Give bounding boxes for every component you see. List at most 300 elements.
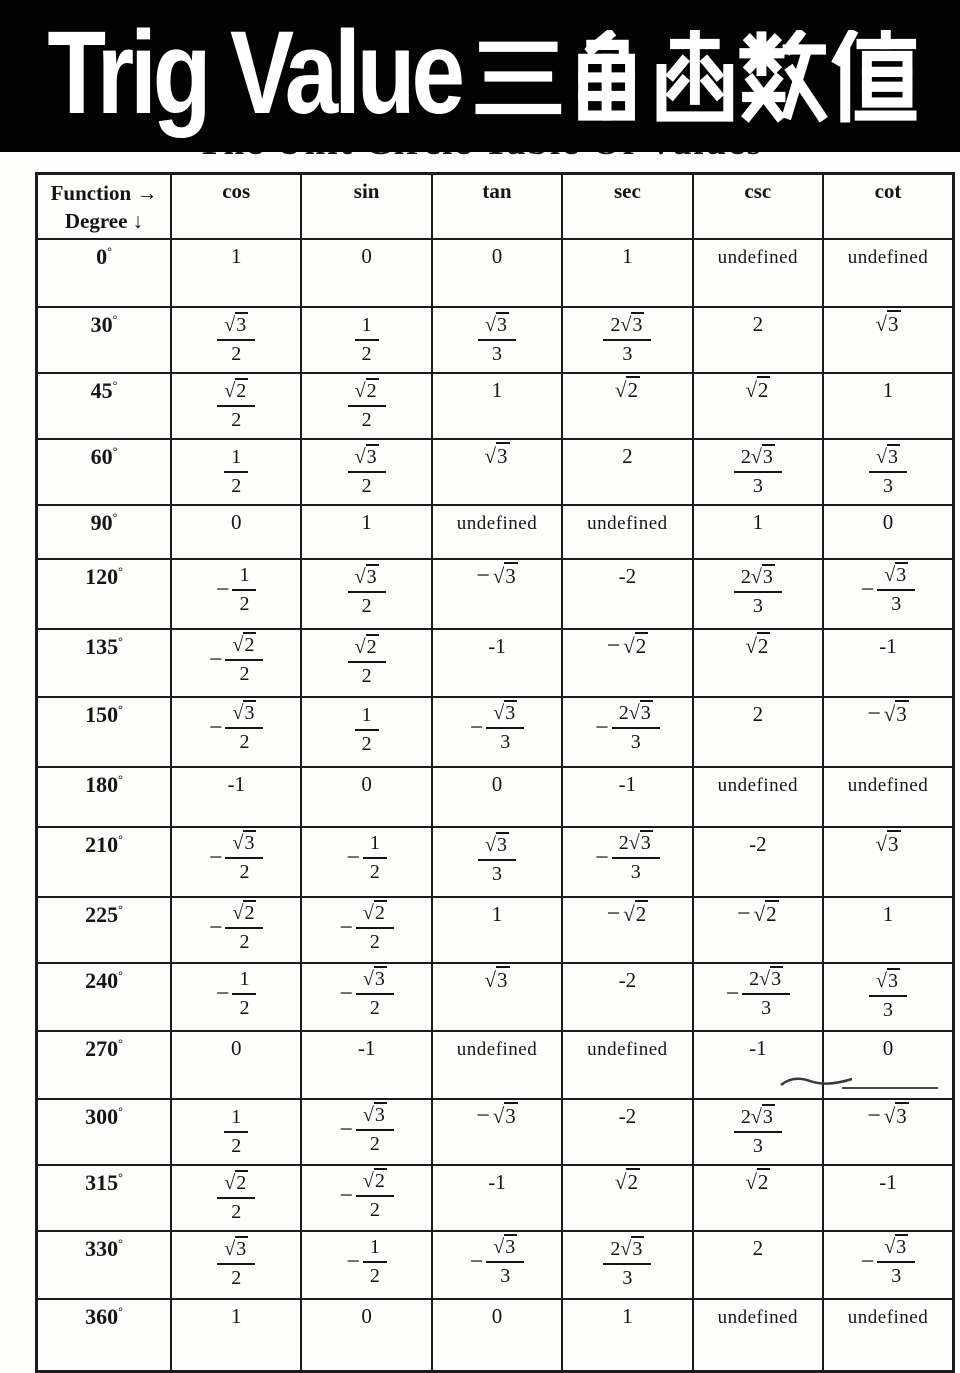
degree-symbol: ° bbox=[118, 968, 123, 983]
column-header-sec: sec bbox=[562, 174, 692, 239]
minus-sign: − bbox=[339, 1116, 353, 1143]
csc-value-cell bbox=[693, 1299, 823, 1372]
minus-sign: − bbox=[606, 900, 621, 927]
fraction-value: $\frac{2√3}{3}$ bbox=[603, 1238, 651, 1290]
tan-value-cell bbox=[432, 1031, 562, 1099]
sin-value-cell bbox=[301, 1099, 431, 1165]
cos-value-cell bbox=[171, 239, 301, 307]
plain-value: 1 bbox=[230, 1303, 242, 1328]
plain-value: 0 bbox=[230, 1035, 242, 1060]
degree-symbol: ° bbox=[112, 444, 118, 459]
degree-cell: 60° bbox=[37, 439, 172, 505]
degree-cell: 90° bbox=[37, 505, 172, 559]
plain-value: √2 bbox=[614, 377, 638, 402]
plain-value: √2 bbox=[614, 1169, 638, 1194]
csc-value-cell bbox=[693, 1231, 823, 1299]
degree-cell: 270° bbox=[37, 1031, 172, 1099]
cjk-glyph-4 bbox=[738, 30, 828, 123]
plain-value: 0 bbox=[882, 509, 894, 534]
undefined-value: undefined bbox=[847, 246, 929, 268]
sin-value-cell bbox=[301, 629, 431, 697]
fraction-value: − $\frac{√3}{3}$ bbox=[861, 564, 916, 616]
plain-value: 1 bbox=[752, 509, 764, 534]
csc-value-cell bbox=[693, 963, 823, 1031]
cos-value-cell bbox=[171, 827, 301, 897]
plain-value: -2 bbox=[618, 967, 637, 992]
corner-cell bbox=[37, 174, 172, 239]
undefined-value: undefined bbox=[456, 1038, 538, 1060]
degree-symbol: ° bbox=[118, 832, 123, 847]
minus-sign: − bbox=[469, 714, 484, 741]
fraction-value: − $\frac{1}{2}$ bbox=[216, 564, 257, 616]
fraction-value: − $\frac{√3}{2}$ bbox=[209, 832, 264, 884]
minus-sign: − bbox=[476, 562, 490, 589]
plain-value: -1 bbox=[227, 771, 245, 796]
degree-cell: 225° bbox=[37, 897, 172, 963]
sec-value-cell bbox=[562, 1031, 692, 1099]
cos-value-cell bbox=[171, 505, 301, 559]
plain-value: 1 bbox=[230, 243, 242, 268]
plain-value: √2 bbox=[745, 377, 769, 402]
table-row-360deg bbox=[37, 1299, 954, 1372]
csc-value-cell bbox=[693, 505, 823, 559]
plain-value: 2 bbox=[752, 311, 764, 336]
plain-value: -2 bbox=[749, 831, 767, 856]
csc-value-cell bbox=[693, 1165, 823, 1231]
plain-value: − √3 bbox=[476, 1102, 516, 1129]
plain-value: − √2 bbox=[606, 900, 647, 927]
minus-sign: − bbox=[867, 1102, 881, 1129]
plain-value: 0 bbox=[361, 243, 372, 268]
corner-degree-label: Degree ↓ bbox=[64, 209, 144, 234]
csc-value-cell bbox=[693, 629, 823, 697]
table-row-225deg bbox=[37, 897, 954, 963]
fraction-value: $\frac{√3}{3}$ bbox=[478, 834, 516, 886]
plain-value: 1 bbox=[622, 243, 633, 268]
minus-sign: − bbox=[860, 1248, 875, 1275]
plain-value: √3 bbox=[484, 967, 508, 992]
cjk-glyph-3 bbox=[650, 30, 740, 123]
sec-value-cell bbox=[562, 1165, 692, 1231]
sin-value-cell bbox=[301, 1031, 431, 1099]
minus-sign: − bbox=[737, 900, 751, 927]
cos-value-cell bbox=[171, 559, 301, 629]
cot-value-cell bbox=[823, 439, 953, 505]
csc-value-cell bbox=[693, 373, 823, 439]
plain-value: -1 bbox=[879, 633, 897, 658]
table-row-300deg bbox=[37, 1099, 954, 1165]
degree-symbol: ° bbox=[118, 1304, 123, 1319]
cot-value-cell bbox=[823, 239, 953, 307]
degree-symbol: ° bbox=[118, 634, 123, 649]
trig-table-sheet bbox=[35, 172, 955, 1373]
fraction-value: $\frac{1}{2}$ bbox=[355, 314, 379, 366]
sin-value-cell bbox=[301, 439, 431, 505]
tan-value-cell bbox=[432, 963, 562, 1031]
csc-value-cell bbox=[693, 439, 823, 505]
fraction-value: $\frac{√2}{2}$ bbox=[217, 1172, 255, 1224]
sec-value-cell bbox=[562, 1231, 692, 1299]
minus-sign: − bbox=[208, 844, 223, 871]
sin-value-cell bbox=[301, 897, 431, 963]
plain-value: √2 bbox=[745, 633, 769, 658]
fraction-value: − $\frac{√2}{2}$ bbox=[209, 634, 264, 686]
degree-symbol: ° bbox=[112, 510, 118, 525]
fraction-value: − $\frac{√2}{2}$ bbox=[209, 902, 264, 954]
sin-value-cell bbox=[301, 963, 431, 1031]
plain-value: 2 bbox=[752, 1235, 764, 1260]
csc-value-cell bbox=[693, 697, 823, 767]
degree-symbol: ° bbox=[118, 772, 123, 787]
fraction-value: − $\frac{√3}{3}$ bbox=[861, 1236, 916, 1288]
plain-value: 0 bbox=[491, 243, 503, 268]
table-row-45deg bbox=[37, 373, 954, 439]
sin-value-cell bbox=[301, 1299, 431, 1372]
tan-value-cell bbox=[432, 1099, 562, 1165]
table-row-210deg bbox=[37, 827, 954, 897]
sec-value-cell bbox=[562, 373, 692, 439]
fraction-value: − $\frac{2√3}{3}$ bbox=[595, 702, 660, 754]
sec-value-cell bbox=[562, 439, 692, 505]
cot-value-cell bbox=[823, 897, 953, 963]
cot-value-cell bbox=[823, 1299, 953, 1372]
tan-value-cell bbox=[432, 1231, 562, 1299]
minus-sign: − bbox=[208, 646, 223, 673]
degree-cell: 135° bbox=[37, 629, 172, 697]
cos-value-cell bbox=[171, 963, 301, 1031]
fraction-value: − $\frac{√3}{2}$ bbox=[209, 702, 264, 754]
cos-value-cell bbox=[171, 697, 301, 767]
sec-value-cell bbox=[562, 1099, 692, 1165]
sec-value-cell bbox=[562, 629, 692, 697]
table-row-60deg bbox=[37, 439, 954, 505]
degree-symbol: ° bbox=[118, 1236, 123, 1251]
plain-value: − √3 bbox=[867, 700, 907, 727]
table-row-150deg bbox=[37, 697, 954, 767]
tan-value-cell bbox=[432, 1165, 562, 1231]
tan-value-cell bbox=[432, 505, 562, 559]
table-row-135deg bbox=[37, 629, 954, 697]
sin-value-cell bbox=[301, 827, 431, 897]
plain-value: √3 bbox=[484, 443, 508, 468]
undefined-value: undefined bbox=[587, 1038, 668, 1060]
degree-symbol: ° bbox=[118, 564, 123, 579]
minus-sign: − bbox=[606, 632, 621, 659]
fraction-value: $\frac{√2}{2}$ bbox=[348, 636, 386, 688]
tan-value-cell bbox=[432, 439, 562, 505]
plain-value: 1 bbox=[622, 1303, 633, 1328]
fraction-value: $\frac{√2}{2}$ bbox=[348, 380, 386, 432]
plain-value: 0 bbox=[361, 1303, 372, 1328]
degree-cell: 180° bbox=[37, 767, 172, 827]
fraction-value: $\frac{√3}{2}$ bbox=[348, 566, 386, 618]
cos-value-cell bbox=[171, 1231, 301, 1299]
csc-value-cell bbox=[693, 1099, 823, 1165]
minus-sign: − bbox=[346, 844, 360, 871]
minus-sign: − bbox=[595, 714, 609, 741]
cjk-glyph-1 bbox=[473, 30, 563, 123]
minus-sign: − bbox=[595, 844, 609, 871]
plain-value: -1 bbox=[488, 633, 506, 658]
degree-cell: 210° bbox=[37, 827, 172, 897]
plain-value: -1 bbox=[488, 1169, 506, 1194]
plain-value: 0 bbox=[491, 1303, 503, 1328]
plain-value: 1 bbox=[882, 377, 894, 402]
table-row-180deg bbox=[37, 767, 954, 827]
tan-value-cell bbox=[432, 1299, 562, 1372]
minus-sign: − bbox=[867, 700, 881, 727]
degree-cell: 45° bbox=[37, 373, 172, 439]
tan-value-cell bbox=[432, 827, 562, 897]
minus-sign: − bbox=[208, 714, 223, 741]
sec-value-cell bbox=[562, 827, 692, 897]
fraction-value: $\frac{√3}{3}$ bbox=[478, 314, 516, 366]
plain-value: − √3 bbox=[867, 1102, 907, 1129]
cos-value-cell bbox=[171, 629, 301, 697]
degree-symbol: ° bbox=[118, 902, 123, 917]
sec-value-cell bbox=[562, 1299, 692, 1372]
fraction-value: − $\frac{√2}{2}$ bbox=[339, 902, 394, 954]
cot-value-cell bbox=[823, 629, 953, 697]
minus-sign: − bbox=[725, 980, 740, 1007]
degree-cell: 120° bbox=[37, 559, 172, 629]
table-row-90deg bbox=[37, 505, 954, 559]
minus-sign: − bbox=[476, 1102, 490, 1129]
table-row-315deg bbox=[37, 1165, 954, 1231]
cot-value-cell bbox=[823, 505, 953, 559]
minus-sign: − bbox=[860, 576, 875, 603]
column-header-csc: csc bbox=[693, 174, 823, 239]
fraction-value: $\frac{2√3}{3}$ bbox=[734, 566, 782, 618]
cot-value-cell bbox=[823, 827, 953, 897]
csc-value-cell bbox=[693, 239, 823, 307]
degree-symbol: ° bbox=[118, 1104, 123, 1119]
tan-value-cell bbox=[432, 239, 562, 307]
sin-value-cell bbox=[301, 239, 431, 307]
sec-value-cell bbox=[562, 239, 692, 307]
sin-value-cell bbox=[301, 505, 431, 559]
tan-value-cell bbox=[432, 629, 562, 697]
plain-value: -2 bbox=[618, 1103, 637, 1128]
table-row-0deg bbox=[37, 239, 954, 307]
fraction-value: − $\frac{1}{2}$ bbox=[346, 832, 387, 884]
minus-sign: − bbox=[339, 914, 353, 941]
minus-sign: − bbox=[215, 980, 230, 1007]
column-header-cot: cot bbox=[823, 174, 953, 239]
plain-value: -1 bbox=[879, 1169, 897, 1194]
cos-value-cell bbox=[171, 439, 301, 505]
sec-value-cell bbox=[562, 559, 692, 629]
minus-sign: − bbox=[469, 1248, 484, 1275]
trig-value-table bbox=[35, 172, 955, 1373]
tan-value-cell bbox=[432, 307, 562, 373]
column-header-sin: sin bbox=[301, 174, 431, 239]
sin-value-cell bbox=[301, 559, 431, 629]
sin-value-cell bbox=[301, 767, 431, 827]
undefined-value: undefined bbox=[717, 246, 799, 268]
csc-value-cell bbox=[693, 559, 823, 629]
sec-value-cell bbox=[562, 505, 692, 559]
plain-value: 1 bbox=[491, 377, 503, 402]
table-row-330deg bbox=[37, 1231, 954, 1299]
csc-value-cell bbox=[693, 767, 823, 827]
cot-value-cell bbox=[823, 559, 953, 629]
table-row-30deg bbox=[37, 307, 954, 373]
plain-value: − √3 bbox=[476, 562, 516, 589]
cot-value-cell bbox=[823, 307, 953, 373]
title-latin-text: Trig Value bbox=[47, 7, 461, 139]
cos-value-cell bbox=[171, 1031, 301, 1099]
column-header-tan: tan bbox=[432, 174, 562, 239]
fraction-value: $\frac{√2}{2}$ bbox=[217, 380, 255, 432]
plain-value: 0 bbox=[230, 509, 242, 534]
plain-value: 1 bbox=[882, 901, 894, 926]
undefined-value: undefined bbox=[717, 774, 799, 796]
tan-value-cell bbox=[432, 373, 562, 439]
sec-value-cell bbox=[562, 307, 692, 373]
fraction-value: − $\frac{2√3}{3}$ bbox=[595, 832, 660, 884]
plain-value: -1 bbox=[357, 1035, 376, 1060]
cos-value-cell bbox=[171, 1099, 301, 1165]
minus-sign: − bbox=[208, 914, 223, 941]
fraction-value: − $\frac{√3}{3}$ bbox=[470, 702, 525, 754]
undefined-value: undefined bbox=[456, 512, 538, 534]
header-row bbox=[37, 174, 954, 239]
degree-cell: 150° bbox=[37, 697, 172, 767]
fraction-value: − $\frac{1}{2}$ bbox=[346, 1236, 387, 1288]
cot-value-cell bbox=[823, 767, 953, 827]
cos-value-cell bbox=[171, 373, 301, 439]
plain-value: 0 bbox=[882, 1035, 894, 1060]
plain-value: − √2 bbox=[737, 900, 777, 927]
plain-value: √2 bbox=[745, 1169, 769, 1194]
sin-value-cell bbox=[301, 373, 431, 439]
fraction-value: − $\frac{√3}{2}$ bbox=[339, 968, 394, 1020]
minus-sign: − bbox=[339, 1182, 353, 1209]
cot-value-cell bbox=[823, 963, 953, 1031]
degree-symbol: ° bbox=[112, 312, 118, 327]
undefined-value: undefined bbox=[847, 1306, 929, 1328]
sec-value-cell bbox=[562, 697, 692, 767]
tan-value-cell bbox=[432, 697, 562, 767]
corner-function-label: Function → bbox=[50, 181, 158, 205]
degree-symbol: ° bbox=[107, 244, 112, 259]
degree-symbol: ° bbox=[118, 1036, 123, 1051]
fraction-value: $\frac{2√3}{3}$ bbox=[603, 314, 651, 366]
fraction-value: − $\frac{√3}{3}$ bbox=[470, 1236, 525, 1288]
cos-value-cell bbox=[171, 307, 301, 373]
csc-value-cell bbox=[693, 307, 823, 373]
cjk-glyph-2 bbox=[562, 30, 652, 123]
undefined-value: undefined bbox=[587, 512, 668, 534]
fraction-value: $\frac{√3}{2}$ bbox=[217, 1238, 255, 1290]
title-cjk-text bbox=[475, 30, 916, 123]
cot-value-cell bbox=[823, 1099, 953, 1165]
cot-value-cell bbox=[823, 373, 953, 439]
minus-sign: − bbox=[339, 980, 353, 1007]
fraction-value: $\frac{2√3}{3}$ bbox=[734, 446, 782, 498]
degree-symbol: ° bbox=[118, 1170, 123, 1185]
degree-cell: 240° bbox=[37, 963, 172, 1031]
csc-value-cell bbox=[693, 897, 823, 963]
plain-value: -2 bbox=[618, 563, 637, 588]
tan-value-cell bbox=[432, 767, 562, 827]
fraction-value: $\frac{√3}{3}$ bbox=[869, 970, 907, 1022]
undefined-value: undefined bbox=[847, 774, 929, 796]
stray-line bbox=[842, 1087, 938, 1089]
sec-value-cell bbox=[562, 767, 692, 827]
fraction-value: $\frac{√3}{3}$ bbox=[869, 446, 907, 498]
sin-value-cell bbox=[301, 307, 431, 373]
fraction-value: $\frac{1}{2}$ bbox=[224, 446, 248, 498]
sin-value-cell bbox=[301, 1165, 431, 1231]
cos-value-cell bbox=[171, 1165, 301, 1231]
plain-value: 2 bbox=[752, 701, 764, 726]
cos-value-cell bbox=[171, 1299, 301, 1372]
plain-value: √3 bbox=[875, 831, 899, 856]
degree-cell: 0° bbox=[37, 239, 172, 307]
plain-value: √3 bbox=[875, 311, 899, 336]
sin-value-cell bbox=[301, 697, 431, 767]
degree-symbol: ° bbox=[112, 378, 118, 393]
plain-value: 1 bbox=[491, 901, 503, 926]
degree-symbol: ° bbox=[118, 702, 123, 717]
plain-value: -1 bbox=[618, 771, 637, 796]
cos-value-cell bbox=[171, 767, 301, 827]
page-title bbox=[43, 7, 916, 139]
tan-value-cell bbox=[432, 897, 562, 963]
tan-value-cell bbox=[432, 559, 562, 629]
cot-value-cell bbox=[823, 697, 953, 767]
degree-cell: 300° bbox=[37, 1099, 172, 1165]
plain-value: 2 bbox=[622, 443, 633, 468]
degree-cell: 330° bbox=[37, 1231, 172, 1299]
plain-value: 0 bbox=[491, 771, 503, 796]
fraction-value: $\frac{√3}{2}$ bbox=[217, 314, 255, 366]
cos-value-cell bbox=[171, 897, 301, 963]
degree-cell: 315° bbox=[37, 1165, 172, 1231]
fraction-value: $\frac{√3}{2}$ bbox=[348, 446, 386, 498]
fraction-value: − $\frac{2√3}{3}$ bbox=[726, 968, 791, 1020]
title-banner bbox=[0, 0, 960, 152]
sec-value-cell bbox=[562, 963, 692, 1031]
minus-sign: − bbox=[215, 576, 230, 603]
table-row-120deg bbox=[37, 559, 954, 629]
stray-mark bbox=[778, 1070, 856, 1094]
cot-value-cell bbox=[823, 1165, 953, 1231]
degree-cell: 360° bbox=[37, 1299, 172, 1372]
fraction-value: $\frac{1}{2}$ bbox=[355, 704, 379, 756]
plain-value: 0 bbox=[361, 771, 372, 796]
column-header-cos: cos bbox=[171, 174, 301, 239]
sec-value-cell bbox=[562, 897, 692, 963]
minus-sign: − bbox=[346, 1248, 360, 1275]
degree-cell: 30° bbox=[37, 307, 172, 373]
plain-value: -1 bbox=[749, 1035, 767, 1060]
sin-value-cell bbox=[301, 1231, 431, 1299]
plain-value: 1 bbox=[361, 509, 372, 534]
csc-value-cell bbox=[693, 827, 823, 897]
fraction-value: − $\frac{√2}{2}$ bbox=[339, 1170, 394, 1222]
cjk-glyph-5 bbox=[827, 30, 917, 123]
fraction-value: − $\frac{1}{2}$ bbox=[216, 968, 257, 1020]
fraction-value: $\frac{1}{2}$ bbox=[224, 1106, 248, 1158]
fraction-value: − $\frac{√3}{2}$ bbox=[339, 1104, 394, 1156]
table-row-240deg bbox=[37, 963, 954, 1031]
plain-value: − √2 bbox=[606, 632, 647, 659]
fraction-value: $\frac{2√3}{3}$ bbox=[734, 1106, 782, 1158]
cot-value-cell bbox=[823, 1231, 953, 1299]
